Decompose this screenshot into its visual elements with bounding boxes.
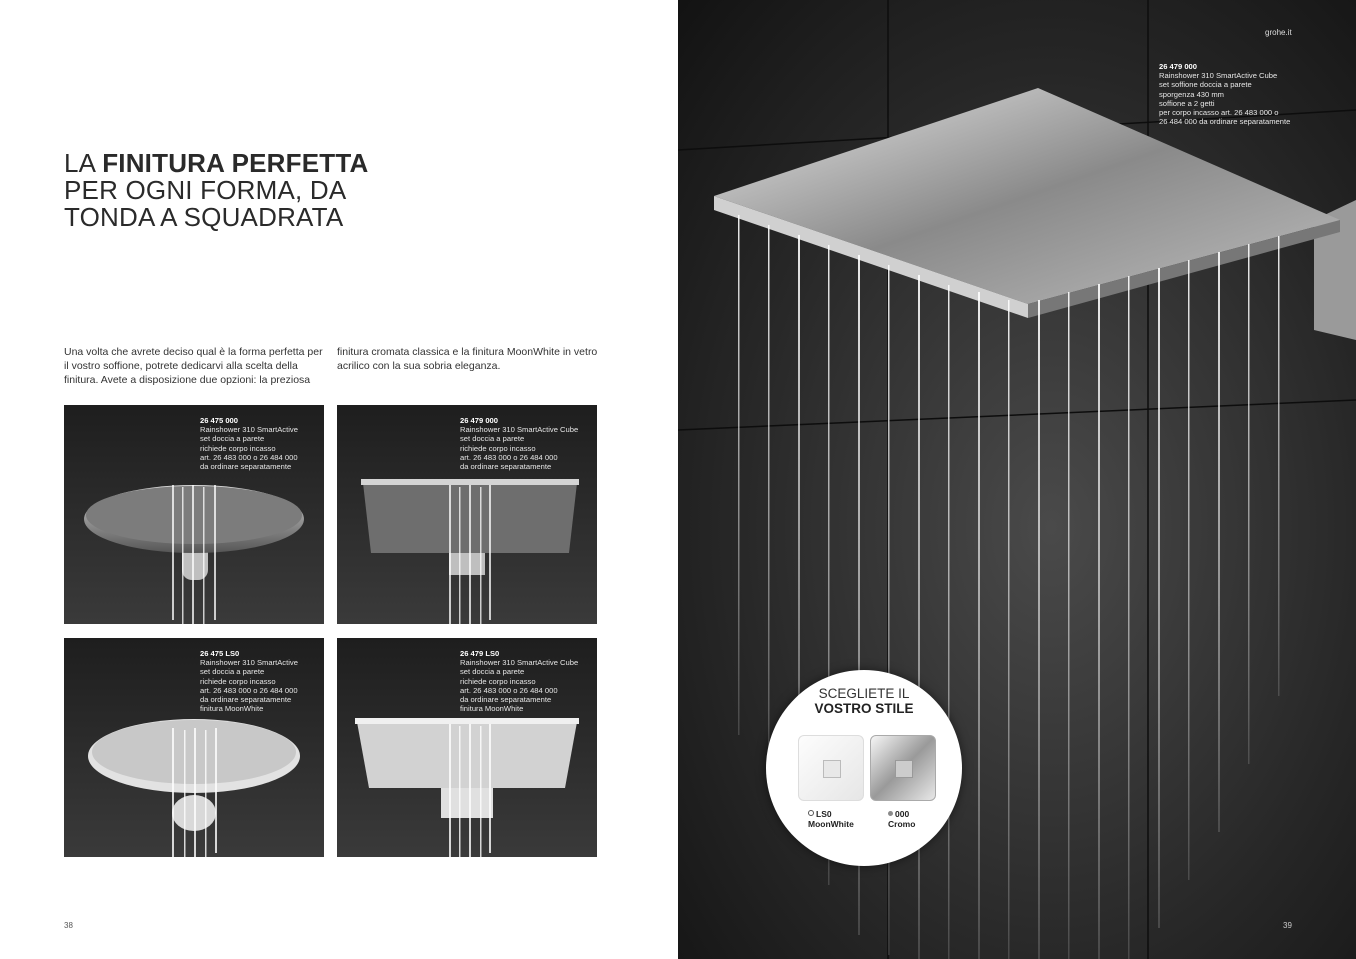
caption-line: da ordinare separatamente <box>460 462 552 472</box>
title-line-2: PER OGNI FORMA, DA <box>64 175 347 205</box>
caption-line: set doccia a parete <box>200 667 265 677</box>
caption-line: finitura MoonWhite <box>460 704 524 714</box>
caption-line: art. 26 483 000 o 26 484 000 <box>460 685 558 695</box>
caption-line: set doccia a parete <box>200 434 265 444</box>
moonwhite-name: MoonWhite <box>808 818 854 829</box>
style-selector-circle <box>766 670 962 866</box>
caption-line: da ordinare separatamente <box>460 695 552 705</box>
caption-line: Rainshower 310 SmartActive Cube <box>460 425 579 435</box>
product-tile-round-moonwhite <box>64 638 324 857</box>
page-title <box>64 150 368 231</box>
product-caption <box>200 416 298 471</box>
caption-line: set doccia a parete <box>460 667 525 677</box>
product-code: 26 479 000 <box>460 416 499 425</box>
caption-line: richiede corpo incasso <box>200 676 276 686</box>
style-heading-light: SCEGLIETE IL <box>818 686 910 701</box>
caption-line: richiede corpo incasso <box>460 443 536 453</box>
caption-line: Rainshower 310 SmartActive Cube <box>460 658 579 668</box>
page-number-right: 39 <box>1283 921 1292 930</box>
caption-line: set doccia a parete <box>460 434 525 444</box>
caption-line: finitura MoonWhite <box>200 704 264 714</box>
swatch-center-icon <box>823 760 841 778</box>
moonwhite-dot-icon <box>808 810 814 816</box>
caption-line: richiede corpo incasso <box>460 676 536 686</box>
product-tile-square-chrome <box>337 405 597 624</box>
caption-line: art. 26 483 000 o 26 484 000 <box>200 452 298 462</box>
chrome-label <box>888 810 915 829</box>
caption-line: da ordinare separatamente <box>200 695 292 705</box>
moonwhite-code: LS0 <box>816 809 832 819</box>
swatch-center-icon <box>895 760 913 778</box>
caption-line: 26 484 000 da ordinare separatamente <box>1159 117 1291 127</box>
chrome-dot-icon <box>888 811 893 816</box>
caption-line: soffione a 2 getti <box>1159 98 1215 108</box>
caption-line: sporgenza 430 mm <box>1159 89 1225 99</box>
caption-line: per corpo incasso art. 26 483 000 o <box>1159 108 1279 118</box>
product-caption <box>200 649 298 713</box>
chrome-code: 000 <box>895 809 910 819</box>
style-heading-bold: VOSTRO STILE <box>814 701 914 716</box>
title-light: LA <box>64 148 103 178</box>
chrome-name: Cromo <box>888 818 916 829</box>
product-caption <box>460 649 578 713</box>
right-page <box>678 0 1356 959</box>
product-code: 26 479 LS0 <box>460 649 500 658</box>
page-number-left: 38 <box>64 921 73 930</box>
caption-line: art. 26 483 000 o 26 484 000 <box>460 452 558 462</box>
feature-product-code: 26 479 000 <box>1159 62 1198 71</box>
caption-line: Rainshower 310 SmartActive <box>200 658 298 668</box>
feature-caption <box>1159 62 1290 126</box>
product-code: 26 475 000 <box>200 416 239 425</box>
moonwhite-label <box>808 810 854 829</box>
chrome-swatch <box>870 735 936 801</box>
product-tile-round-chrome <box>64 405 324 624</box>
caption-line: set soffione doccia a parete <box>1159 80 1252 90</box>
moonwhite-swatch <box>798 735 864 801</box>
product-tile-square-moonwhite <box>337 638 597 857</box>
title-bold: FINITURA PERFETTA <box>102 148 369 178</box>
caption-line: Rainshower 310 SmartActive <box>200 425 298 435</box>
product-code: 26 475 LS0 <box>200 649 240 658</box>
intro-column-2: finitura cromata classica e la finitura MoonWhite in vetro acrilico con la sua sobria eleganza. <box>337 346 598 372</box>
product-caption <box>460 416 578 471</box>
caption-line: da ordinare separatamente <box>200 462 292 472</box>
caption-line: richiede corpo incasso <box>200 443 276 453</box>
caption-line: art. 26 483 000 o 26 484 000 <box>200 685 298 695</box>
caption-line: Rainshower 310 SmartActive Cube <box>1159 71 1278 81</box>
intro-column-1: Una volta che avrete deciso qual è la forma perfetta per il vostro soffione, potrete dedicarvi alla scelta della finitura. Avete a disposizione due opzioni: la preziosa <box>64 346 323 386</box>
title-line-3: TONDA A SQUADRATA <box>64 202 344 232</box>
website-url: grohe.it <box>1265 28 1292 37</box>
